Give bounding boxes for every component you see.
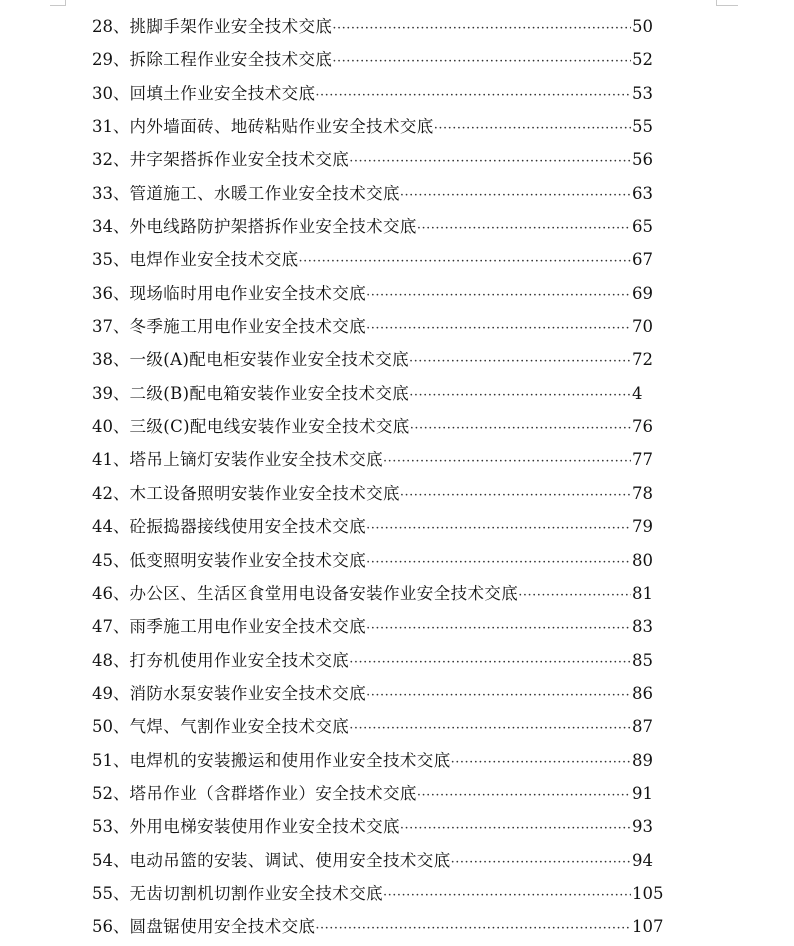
toc-entry[interactable]: [92, 277, 662, 310]
toc-dot-leader: [332, 45, 631, 78]
toc-dot-leader: [366, 546, 631, 579]
toc-entry-page-number: 55: [632, 117, 653, 137]
toc-entry-title: 电动吊篮的安装、调试、使用安全技术交底: [129, 850, 451, 870]
toc-entry-page-number: 80: [632, 550, 653, 570]
toc-entry-number: 28、: [92, 17, 130, 36]
toc-entry-page-number: 93: [632, 817, 653, 837]
toc-dot-leader: [434, 112, 631, 145]
toc-entry-title: 回填土作业安全技术交底: [129, 83, 316, 103]
toc-entry-title: 无齿切割机切割作业安全技术交底: [129, 883, 383, 903]
toc-entry-number: 50、: [92, 717, 130, 737]
toc-entry[interactable]: [92, 310, 662, 343]
toc-entry-page-number: 87: [632, 717, 653, 737]
toc-entry[interactable]: [92, 10, 662, 43]
toc-entry-page-number: 4: [632, 383, 643, 403]
toc-entry-page-number: 91: [632, 783, 653, 803]
toc-entry-page-number: 69: [632, 283, 653, 303]
toc-entry-title: 塔吊作业（含群塔作业）安全技术交底: [129, 783, 417, 803]
toc-dot-leader: [410, 412, 631, 445]
toc-entry-number: 38、: [92, 350, 130, 370]
toc-entry[interactable]: [92, 644, 662, 677]
toc-entry-number: 39、: [92, 383, 130, 403]
toc-entry-number: 34、: [92, 217, 130, 237]
toc-entry-page-number: 78: [632, 483, 653, 503]
toc-entry-number: 36、: [92, 283, 130, 303]
toc-entry[interactable]: [92, 710, 662, 743]
toc-entry[interactable]: [92, 443, 662, 476]
toc-entry-number: 29、: [92, 50, 130, 70]
toc-entry[interactable]: [92, 477, 662, 510]
toc-entry-title: 外用电梯安装使用作业安全技术交底: [129, 817, 400, 837]
toc-entry[interactable]: [92, 677, 662, 710]
toc-entry-number: 54、: [92, 850, 130, 870]
toc-dot-leader: [383, 445, 631, 478]
toc-entry[interactable]: [92, 910, 662, 943]
toc-entry-page-number: 83: [632, 617, 653, 637]
toc-entry-page-number: 52: [632, 50, 653, 70]
toc-entry-title: 三级(C)配电线安装作业安全技术交底: [129, 417, 410, 437]
toc-dot-leader: [349, 646, 631, 679]
toc-entry[interactable]: [92, 243, 662, 276]
toc-dot-leader: [366, 512, 631, 545]
toc-entry-number: 47、: [92, 617, 130, 637]
toc-entry[interactable]: [92, 810, 662, 843]
toc-entry-page-number: 89: [632, 750, 653, 770]
toc-entry-page-number: 67: [632, 250, 653, 270]
toc-dot-leader: [349, 712, 631, 745]
toc-entry-title: 圆盘锯使用安全技术交底: [129, 917, 316, 937]
toc-dot-leader: [417, 212, 631, 245]
toc-entry[interactable]: [92, 210, 662, 243]
toc-entry-page-number: 85: [632, 650, 653, 670]
toc-entry-number: 32、: [92, 150, 130, 170]
toc-entry[interactable]: [92, 877, 662, 910]
toc-entry-number: 37、: [92, 317, 130, 337]
toc-dot-leader: [518, 579, 631, 612]
toc-entry[interactable]: [92, 377, 662, 410]
toc-entry-title: 井字架搭拆作业安全技术交底: [129, 150, 350, 170]
toc-dot-leader: [409, 379, 631, 412]
toc-dot-leader: [400, 812, 631, 845]
toc-entry-page-number: 72: [632, 350, 653, 370]
toc-entry[interactable]: [92, 544, 662, 577]
toc-entry-number: 41、: [92, 450, 130, 470]
toc-dot-leader: [400, 179, 631, 212]
toc-entry-page-number: 86: [632, 683, 653, 703]
toc-entry-page-number: 81: [632, 583, 653, 603]
toc-entry-title: 电焊作业安全技术交底: [129, 250, 299, 270]
toc-entry-title: 低变照明安装作业安全技术交底: [129, 550, 367, 570]
toc-entry-title: 木工设备照明安装作业安全技术交底: [129, 483, 400, 503]
toc-entry-page-number: 65: [632, 217, 653, 237]
toc-dot-leader: [366, 312, 631, 345]
toc-entry-title: 砼振捣器接线使用安全技术交底: [129, 517, 367, 537]
page-margin-mark-left: [50, 0, 66, 6]
toc-dot-leader: [315, 79, 631, 112]
toc-entry-number: 40、: [92, 417, 130, 437]
toc-entry-number: 45、: [92, 550, 130, 570]
toc-dot-leader: [315, 912, 631, 945]
toc-dot-leader: [366, 679, 631, 712]
table-of-contents: [92, 10, 662, 944]
toc-entry-title: 办公区、生活区食堂用电设备安装作业安全技术交底: [129, 583, 519, 603]
toc-dot-leader: [366, 279, 631, 312]
toc-entry[interactable]: [92, 143, 662, 176]
toc-entry[interactable]: [92, 744, 662, 777]
toc-entry-title: 管道施工、水暖工作业安全技术交底: [129, 183, 400, 203]
toc-entry-number: 30、: [92, 83, 130, 103]
toc-entry-page-number: 105: [632, 883, 664, 903]
toc-entry[interactable]: [92, 177, 662, 210]
toc-entry-number: 56、: [92, 917, 130, 937]
toc-entry-number: 42、: [92, 483, 130, 503]
toc-entry-number: 44、: [92, 517, 130, 537]
toc-entry-page-number: 94: [632, 850, 653, 870]
toc-dot-leader: [299, 245, 632, 278]
toc-entry[interactable]: [92, 510, 662, 543]
toc-entry[interactable]: [92, 43, 662, 76]
page-margin-mark-right: [716, 0, 738, 6]
toc-dot-leader: [383, 879, 631, 912]
toc-entry-title: 塔吊上镝灯安装作业安全技术交底: [129, 450, 383, 470]
toc-dot-leader: [409, 345, 631, 378]
toc-entry-title: 挑脚手架作业安全技术交底: [129, 17, 333, 36]
toc-entry[interactable]: [92, 77, 662, 110]
toc-entry-number: 53、: [92, 817, 130, 837]
toc-entry-number: 55、: [92, 883, 130, 903]
toc-dot-leader: [349, 145, 631, 178]
toc-entry-number: 49、: [92, 683, 130, 703]
toc-entry-number: 33、: [92, 183, 130, 203]
toc-entry-page-number: 76: [632, 417, 653, 437]
toc-entry-title: 打夯机使用作业安全技术交底: [129, 650, 350, 670]
toc-entry-page-number: 50: [632, 17, 653, 36]
toc-entry[interactable]: [92, 410, 662, 443]
toc-entry-title: 二级(B)配电箱安装作业安全技术交底: [129, 383, 410, 403]
toc-entry[interactable]: [92, 343, 662, 376]
toc-dot-leader: [451, 846, 631, 879]
toc-entry-title: 电焊机的安装搬运和使用作业安全技术交底: [129, 750, 451, 770]
toc-dot-leader: [366, 612, 631, 645]
toc-entry-page-number: 70: [632, 317, 653, 337]
toc-entry-page-number: 63: [632, 183, 653, 203]
toc-entry-page-number: 77: [632, 450, 653, 470]
toc-entry-title: 内外墙面砖、地砖粘贴作业安全技术交底: [129, 117, 434, 137]
toc-entry-number: 52、: [92, 783, 130, 803]
toc-entry-number: 35、: [92, 250, 130, 270]
toc-entry[interactable]: [92, 777, 662, 810]
toc-entry-number: 31、: [92, 117, 130, 137]
toc-entry-title: 雨季施工用电作业安全技术交底: [129, 617, 367, 637]
toc-dot-leader: [451, 746, 631, 779]
toc-entry-title: 气焊、气割作业安全技术交底: [129, 717, 350, 737]
toc-dot-leader: [417, 779, 631, 812]
toc-entry-title: 冬季施工用电作业安全技术交底: [129, 317, 367, 337]
toc-entry-page-number: 53: [632, 83, 653, 103]
toc-entry[interactable]: [92, 844, 662, 877]
toc-entry-title: 外电线路防护架搭拆作业安全技术交底: [129, 217, 417, 237]
toc-entry[interactable]: [92, 577, 662, 610]
toc-entry-title: 一级(A)配电柜安装作业安全技术交底: [129, 350, 409, 370]
toc-entry[interactable]: [92, 610, 662, 643]
toc-entry-title: 拆除工程作业安全技术交底: [129, 50, 333, 70]
toc-entry-page-number: 56: [632, 150, 653, 170]
toc-entry-page-number: 107: [632, 917, 664, 937]
toc-entry-title: 现场临时用电作业安全技术交底: [129, 283, 367, 303]
toc-entry-page-number: 79: [632, 517, 653, 537]
toc-entry-number: 46、: [92, 583, 130, 603]
toc-dot-leader: [332, 12, 631, 45]
toc-entry-title: 消防水泵安装作业安全技术交底: [129, 683, 367, 703]
toc-entry-number: 48、: [92, 650, 130, 670]
toc-dot-leader: [400, 479, 631, 512]
toc-entry[interactable]: [92, 110, 662, 143]
toc-entry-number: 51、: [92, 750, 130, 770]
